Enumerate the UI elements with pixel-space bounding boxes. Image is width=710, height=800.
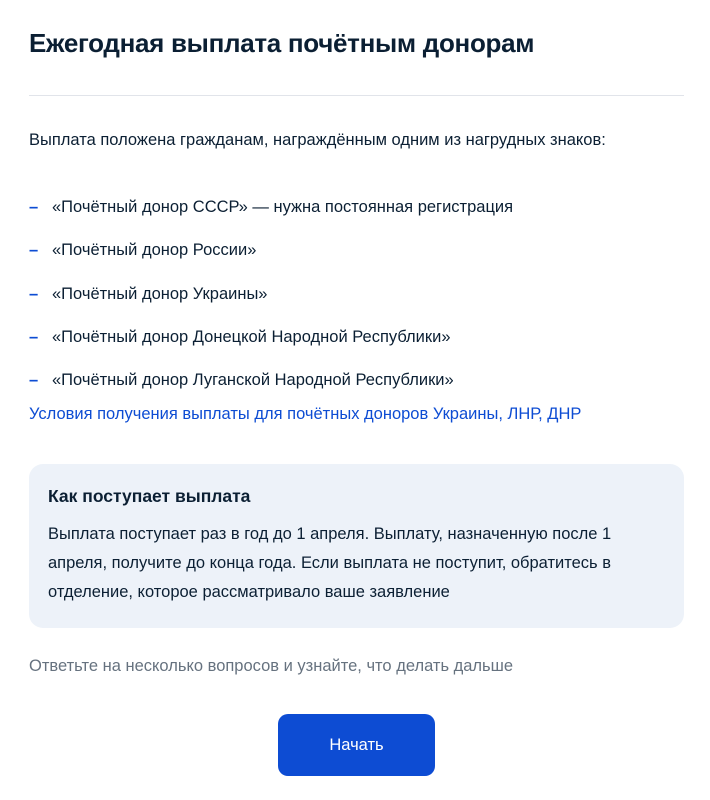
conditions-link[interactable]: Условия получения выплаты для почётных доноров Украины, ЛНР, ДНР [29, 405, 582, 423]
info-box-heading: Как поступает выплата [48, 486, 251, 506]
badge-list [29, 194, 513, 410]
list-item-text: «Почётный донор России» [52, 241, 257, 260]
list-item [29, 194, 513, 237]
info-box [29, 464, 684, 628]
list-item-text: «Почётный донор Украины» [52, 284, 268, 303]
page-title: Ежегодная выплата почётным донорам [29, 28, 535, 58]
list-item-text: «Почётный донор СССР» — нужна постоянная регистрация [52, 198, 514, 216]
list-item [29, 324, 513, 367]
list-item-text: «Почётный донор Донецкой Народной Республики» [52, 327, 451, 346]
dash-marker: – [29, 371, 39, 390]
intro-text: Выплата положена гражданам, награждённым одним из нагрудных знаков: [29, 131, 606, 149]
start-button[interactable]: Начать [278, 714, 435, 776]
hint-text: Ответьте на несколько вопросов и узнайте, что делать дальше [29, 657, 514, 675]
dash-marker: – [29, 284, 39, 303]
dash-marker: – [29, 241, 39, 260]
list-item-text: «Почётный донор Луганской Народной Республики» [52, 371, 454, 390]
divider [29, 95, 684, 96]
list-item [29, 281, 513, 324]
list-item [29, 367, 513, 410]
info-box-text: Выплата поступает раз в год до 1 апреля. Выплату, назначенную после 1 апреля, получите до конца года. Если выплата не поступит, обратитесь в отделение, которое рассматривало ваше заявление [48, 525, 612, 601]
dash-marker: – [29, 327, 39, 346]
dash-marker: – [29, 198, 39, 216]
list-item [29, 237, 513, 280]
